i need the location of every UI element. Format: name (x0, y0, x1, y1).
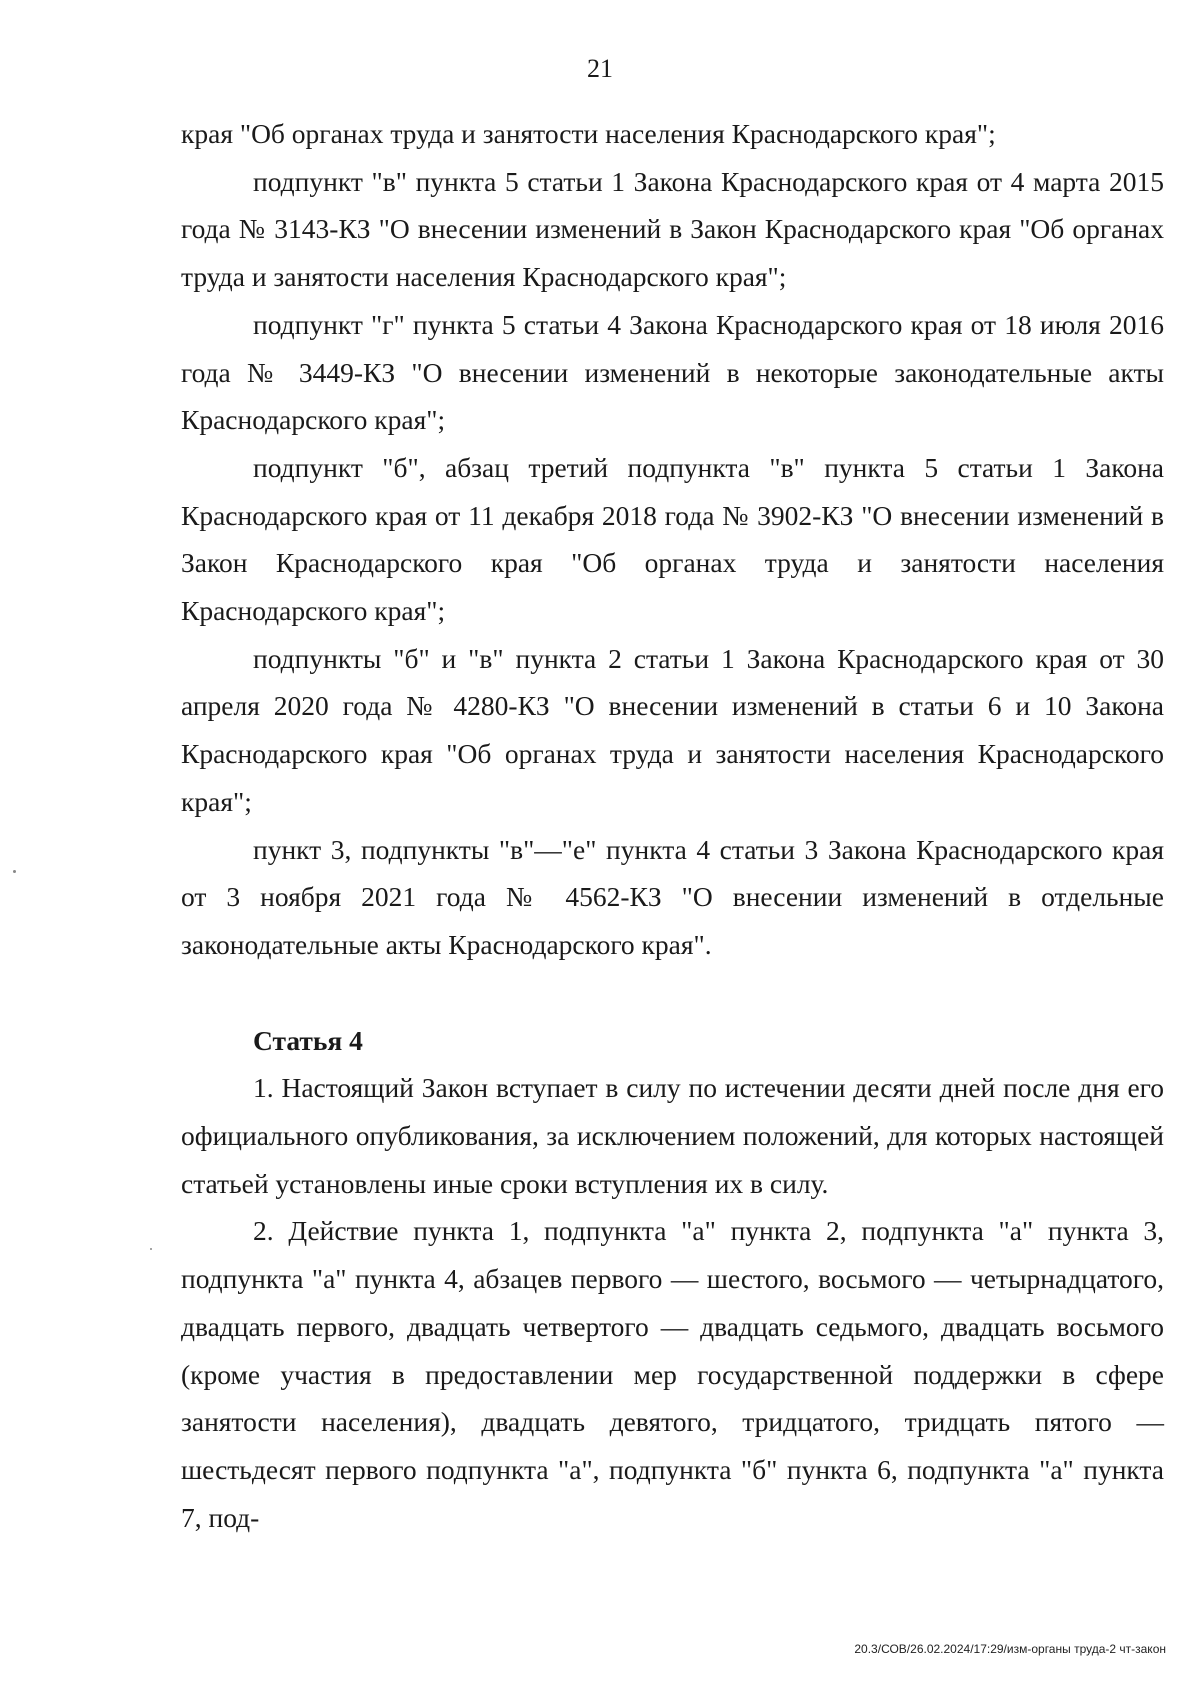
page-number: 21 (587, 54, 613, 83)
article-paragraph-2: 2. Действие пункта 1, подпункта "а" пункта 2, подпункта "а" пункта 3, подпункта "а" пункта 4, абзацев первого — шестого, восьмого — четырнадцатого, двадцать первого, двадцать четвертого — двадцать седьмого, двадцать восьмого (кроме участия в предоставлении мер государственной поддержки в сфере занятости населения), двадцать девятого, тридцатого, тридцать пятого — шестьдесят первого подпункта "а", подпункта "б" пункта 6, подпункта "а" пункта 7, под- (181, 1215, 1164, 1533)
paragraph-item: подпункт "г" пункта 5 статьи 4 Закона Краснодарского края от 18 июля 2016 года № 3449-КЗ "О внесении изменений в некоторые законодательные акты Краснодарского края"; (181, 308, 1164, 436)
paragraph-item: подпункт "в" пункта 5 статьи 1 Закона Краснодарского края от 4 марта 2015 года № 3143-КЗ "О внесении изменений в Закон Краснодарского края "Об органах труда и занятости населения Краснодарского края"; (181, 165, 1164, 293)
paragraph-item: подпункт "б", абзац третий подпункта "в" пункта 5 статьи 1 Закона Краснодарского края от 11 декабря 2018 года № 3902-КЗ "О внесении изменений в Закон Краснодарского края "Об органах труда и занятости населения Краснодарского края"; (181, 451, 1164, 627)
article-heading: Статья 4 (253, 1024, 363, 1056)
paragraph-item: пункт 3, подпункты "в"—"е" пункта 4 статьи 3 Закона Краснодарского края от 3 ноября 2021 года № 4562-КЗ "О внесении изменений в отдельные законодательные акты Краснодарского края". (181, 833, 1164, 960)
document-body (181, 110, 1164, 1541)
paragraph-item: подпункты "б" и "в" пункта 2 статьи 1 Закона Краснодарского края от 30 апреля 2020 года № 4280-КЗ "О внесении изменений в статьи 6 и 10 Закона Краснодарского края "Об органах труда и занятости населения Краснодарского края"; (181, 642, 1164, 817)
article-paragraph-1: 1. Настоящий Закон вступает в силу по истечении десяти дней после дня его официального опубликования, за исключением положений, для которых настоящей статьей установлены иные сроки вступления их в силу. (181, 1072, 1164, 1199)
document-footer: 20.3/СОВ/26.02.2024/17:29/изм-органы труда-2 чт-закон (854, 1642, 1166, 1656)
scan-speck (150, 1248, 152, 1250)
paragraph-continuation: края "Об органах труда и занятости населения Краснодарского края"; (181, 118, 996, 149)
scan-speck (13, 870, 16, 873)
